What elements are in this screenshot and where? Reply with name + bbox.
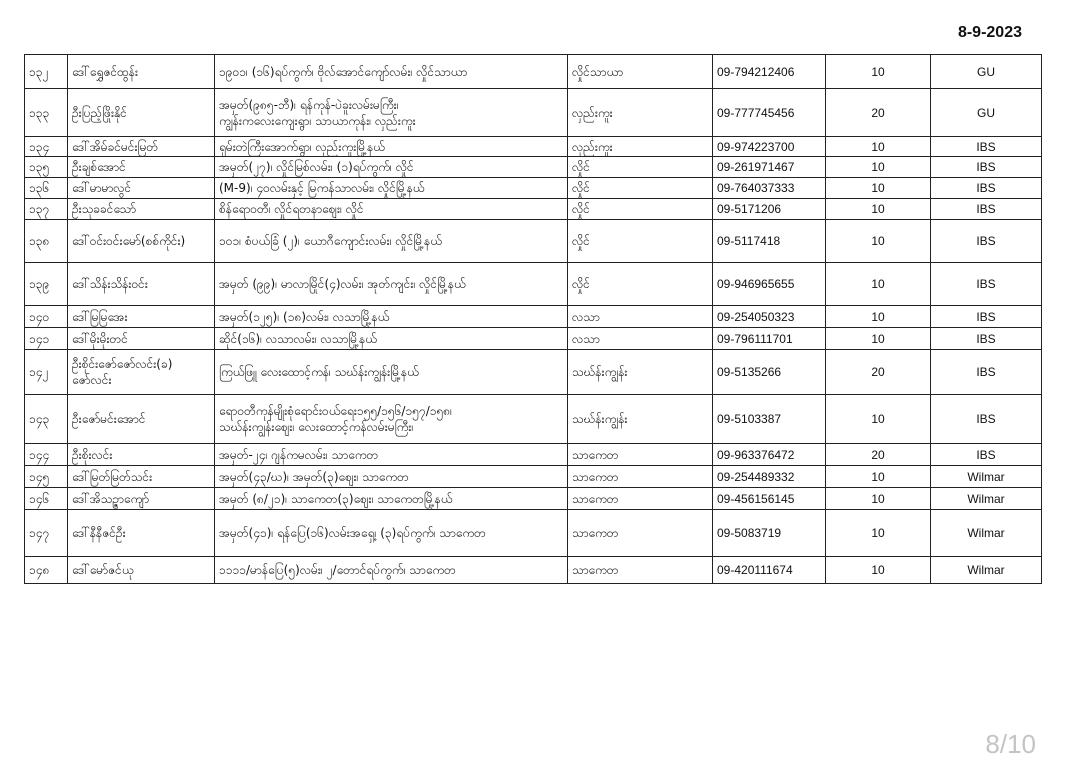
township-cell: လှိုင် [568, 263, 713, 306]
company-cell: IBS [931, 306, 1042, 328]
quantity-cell: 10 [826, 466, 931, 488]
cell-line: စိန်ရောဝတီ၊ လှိုင်ရတနာဈေး၊ လှိုင် [219, 202, 364, 216]
phone-cell: 09-946965655 [713, 263, 826, 306]
address-cell [215, 488, 568, 510]
table-row [25, 55, 1042, 89]
quantity-cell: 10 [826, 306, 931, 328]
table-row [25, 89, 1042, 137]
address-cell [215, 328, 568, 350]
company-cell: Wilmar [931, 488, 1042, 510]
company-cell: Wilmar [931, 557, 1042, 584]
cell-line: အမှတ် (၈/၂၁)၊ သာကေတ(၃)ဈေး၊ သာကေတမြို့နယ် [219, 491, 453, 506]
quantity-cell: 10 [826, 488, 931, 510]
company-cell: GU [931, 55, 1042, 89]
phone-cell: 09-5083719 [713, 510, 826, 557]
table-row [25, 306, 1042, 328]
cell-line: အမှတ်(၄၃/ဃ)၊ အမှတ်(၃)ဈေး၊ သာကေတ [219, 469, 409, 484]
serial-number-cell: ၁၃၇ [25, 199, 68, 220]
name-cell: ဒေါ်အိမ်ခင်မင်းမြတ် [68, 137, 215, 157]
township-cell: လှိုင် [568, 220, 713, 263]
cell-line: ရောဝတီကုန်မျိုးစုံရောင်းဝယ်ရေး၁၅၅/၁၅၆/၁၅၇/၁၅၈၊ [219, 404, 453, 418]
serial-number-cell: ၁၃၄ [25, 137, 68, 157]
table-row [25, 350, 1042, 395]
township-cell: လှိုင် [568, 199, 713, 220]
address-cell [215, 350, 568, 395]
serial-number-cell: ၁၄၄ [25, 444, 68, 466]
quantity-cell: 10 [826, 328, 931, 350]
table-row [25, 557, 1042, 584]
phone-cell: 09-5117418 [713, 220, 826, 263]
name-cell: ဒေါ်မော်ဇင်ယု [68, 557, 215, 584]
township-cell: သဃ်န်းကျွန်း [568, 350, 713, 395]
serial-number-cell: ၁၃၈ [25, 220, 68, 263]
phone-cell: 09-794212406 [713, 55, 826, 89]
quantity-cell: 10 [826, 220, 931, 263]
company-cell: IBS [931, 263, 1042, 306]
township-cell: လသာ [568, 306, 713, 328]
name-cell: ဒေါ်သိန်းသိန်းဝင်း [68, 263, 215, 306]
table-row [25, 220, 1042, 263]
township-cell: လှိုင် [568, 178, 713, 199]
cell-line: ရှမ်းတဲကြီးအောက်ရွာ၊ လှည်းကူးမြို့နယ် [219, 139, 385, 154]
company-cell: IBS [931, 444, 1042, 466]
address-cell [215, 444, 568, 466]
company-cell: IBS [931, 328, 1042, 350]
name-cell: ဦးစိုးလင်း [68, 444, 215, 466]
phone-cell: 09-254050323 [713, 306, 826, 328]
phone-cell: 09-974223700 [713, 137, 826, 157]
township-cell: သာကေတ [568, 488, 713, 510]
township-cell: လှည်းကူး [568, 89, 713, 137]
cell-line: ၁၀၁၊ စံပယ်ခြံ (၂)၊ ယောဂီကျောင်းလမ်း၊ လှိုင်မြို့နယ် [219, 234, 442, 248]
serial-number-cell: ၁၃၆ [25, 178, 68, 199]
company-cell: IBS [931, 220, 1042, 263]
name-cell: ဒေါ်မြမြအေး [68, 306, 215, 328]
serial-number-cell: ၁၄၆ [25, 488, 68, 510]
cell-line: အမှတ်(၁၂၅)၊ (၁၈)လမ်း၊ လသာမြို့နယ် [219, 309, 390, 324]
phone-cell: 09-777745456 [713, 89, 826, 137]
address-cell [215, 137, 568, 157]
address-cell [215, 157, 568, 178]
name-cell: ဦးပြည့်ဖြိုးနိုင် [68, 89, 215, 137]
quantity-cell: 20 [826, 350, 931, 395]
cell-line: ဦးစိုင်းဇော်ဇော်လင်း(ခ) [72, 357, 173, 371]
serial-number-cell: ၁၃၂ [25, 55, 68, 89]
quantity-cell: 10 [826, 137, 931, 157]
quantity-cell: 10 [826, 263, 931, 306]
quantity-cell: 10 [826, 557, 931, 584]
serial-number-cell: ၁၄၀ [25, 306, 68, 328]
name-cell [68, 350, 215, 395]
township-cell: သာကေတ [568, 510, 713, 557]
phone-cell: 09-796111701 [713, 328, 826, 350]
table-row [25, 488, 1042, 510]
table-row [25, 510, 1042, 557]
quantity-cell: 10 [826, 178, 931, 199]
quantity-cell: 10 [826, 199, 931, 220]
name-cell: ဒေါ်မိုးမိုးတင် [68, 328, 215, 350]
phone-cell: 09-5135266 [713, 350, 826, 395]
quantity-cell: 20 [826, 444, 931, 466]
cell-line: အမှတ်(၂၇)၊ လှိုင်မြစ်လမ်း၊ (၁)ရပ်ကွက်၊ လှိုင် [219, 160, 414, 174]
page-number: 8/10 [985, 729, 1036, 759]
serial-number-cell: ၁၄၈ [25, 557, 68, 584]
serial-number-cell: ၁၄၇ [25, 510, 68, 557]
quantity-cell: 20 [826, 89, 931, 137]
name-cell: ဒေါ်နီနီဇင်ဦး [68, 510, 215, 557]
serial-number-cell: ၁၄၅ [25, 466, 68, 488]
cell-line: အမှတ်(၉၈၅-ဘီ)၊ ရန်ကုန်-ပဲခူးလမ်းမကြီး၊ [219, 97, 399, 112]
company-cell: IBS [931, 199, 1042, 220]
address-cell [215, 466, 568, 488]
table-row [25, 263, 1042, 306]
cell-line: ကျွန်းကလေးကျေးရွာ၊ သာယာကုန်း၊ လှည်းကူး [219, 113, 416, 128]
table-row [25, 444, 1042, 466]
name-cell: ဒေါ်ဝင်းဝင်းမော်(စစ်ကိုင်း) [68, 220, 215, 263]
name-cell: ဦးချစ်အောင် [68, 157, 215, 178]
company-cell: IBS [931, 178, 1042, 199]
address-cell [215, 395, 568, 444]
township-cell: သာကေတ [568, 557, 713, 584]
township-cell: သာကေတ [568, 444, 713, 466]
address-cell [215, 557, 568, 584]
address-cell [215, 89, 568, 137]
address-cell [215, 263, 568, 306]
serial-number-cell: ၁၃၃ [25, 89, 68, 137]
table-row [25, 328, 1042, 350]
cell-line: ကြယ်ဖြူ လေးထောင့်ကန်၊ သဃ်န်းကျွန်းမြို့နယ် [219, 365, 419, 379]
company-cell: GU [931, 89, 1042, 137]
township-cell: သဃ်န်းကျွန်း [568, 395, 713, 444]
table-row [25, 395, 1042, 444]
serial-number-cell: ၁၄၃ [25, 395, 68, 444]
township-cell: လှိုင် [568, 157, 713, 178]
document-date: 8-9-2023 [957, 24, 1022, 41]
address-cell [215, 199, 568, 220]
serial-number-cell: ၁၃၅ [25, 157, 68, 178]
address-cell [215, 178, 568, 199]
township-cell: လှိုင်သာယာ [568, 55, 713, 89]
company-cell: IBS [931, 350, 1042, 395]
name-cell: ဒေါ်ရွှေဇင်ထွန်း [68, 55, 215, 89]
name-cell: ဒေါ်မြတ်မြတ်သင်း [68, 466, 215, 488]
cell-line: သဃ်န်းကျွန်းဈေး၊ လေးထောင့်ကန်လမ်းမကြီး၊ [219, 420, 414, 434]
table-row [25, 199, 1042, 220]
records-table [24, 54, 1042, 584]
table-row [25, 137, 1042, 157]
address-cell [215, 220, 568, 263]
township-cell: လသာ [568, 328, 713, 350]
company-cell: IBS [931, 137, 1042, 157]
phone-cell: 09-261971467 [713, 157, 826, 178]
cell-line: အမှတ်(၄၁)၊ ရန်ပြေ(၁၆)လမ်းအရှေ့၊ (၃)ရပ်ကွက်၊ သာကေတ [219, 526, 486, 540]
name-cell: ဦးဇော်မင်းအောင် [68, 395, 215, 444]
phone-cell: 09-5103387 [713, 395, 826, 444]
company-cell: Wilmar [931, 466, 1042, 488]
cell-line: ၁၁၁၁/မာန်ပြေ(၅)လမ်း၊ ၂/တောင်ရပ်ကွက်၊ သာကေတ [219, 563, 456, 577]
serial-number-cell: ၁၄၂ [25, 350, 68, 395]
phone-cell: 09-5171206 [713, 199, 826, 220]
cell-line: အမှတ် (၉၉)၊ မာလာမြိုင်(၄)လမ်း၊ အုတ်ကျင်း၊ လှိုင်မြို့နယ် [219, 277, 466, 291]
serial-number-cell: ၁၃၉ [25, 263, 68, 306]
company-cell: IBS [931, 395, 1042, 444]
phone-cell: 09-420111674 [713, 557, 826, 584]
address-cell [215, 55, 568, 89]
company-cell: Wilmar [931, 510, 1042, 557]
quantity-cell: 10 [826, 395, 931, 444]
address-cell [215, 510, 568, 557]
table-row [25, 178, 1042, 199]
cell-line: အမှတ်-၂၄၊ ဂျန်ကမလမ်း၊ သာကေတ [219, 447, 379, 462]
table-row [25, 157, 1042, 178]
phone-cell: 09-456156145 [713, 488, 826, 510]
township-cell: သာကေတ [568, 466, 713, 488]
records-table-body [25, 55, 1042, 584]
phone-cell: 09-963376472 [713, 444, 826, 466]
company-cell: IBS [931, 157, 1042, 178]
quantity-cell: 10 [826, 510, 931, 557]
name-cell: ဦးသုခခင်သော် [68, 199, 215, 220]
cell-line: (M-9)၊ ၄၀လမ်းနှင့် မြကန်သာလမ်း၊ လှိုင်မြို့နယ် [219, 181, 425, 195]
quantity-cell: 10 [826, 157, 931, 178]
cell-line: ဆိုင်(၁၆)၊ လသာလမ်း၊ လသာမြို့နယ် [219, 331, 377, 346]
table-row [25, 466, 1042, 488]
name-cell: ဒေါ်အိသဉ္ဇာကျော် [68, 488, 215, 510]
address-cell [215, 306, 568, 328]
township-cell: လှည်းကူး [568, 137, 713, 157]
cell-line: ၁၉၀၁၊ (၁၆)ရပ်ကွက်၊ ဗိုလ်အောင်ကျော်လမ်း၊ လှိုင်သာယာ [219, 64, 468, 79]
quantity-cell: 10 [826, 55, 931, 89]
cell-line: ဇော်လင်း [72, 373, 112, 387]
phone-cell: 09-254489332 [713, 466, 826, 488]
serial-number-cell: ၁၄၁ [25, 328, 68, 350]
phone-cell: 09-764037333 [713, 178, 826, 199]
name-cell: ဒေါ်မာမာလွင် [68, 178, 215, 199]
